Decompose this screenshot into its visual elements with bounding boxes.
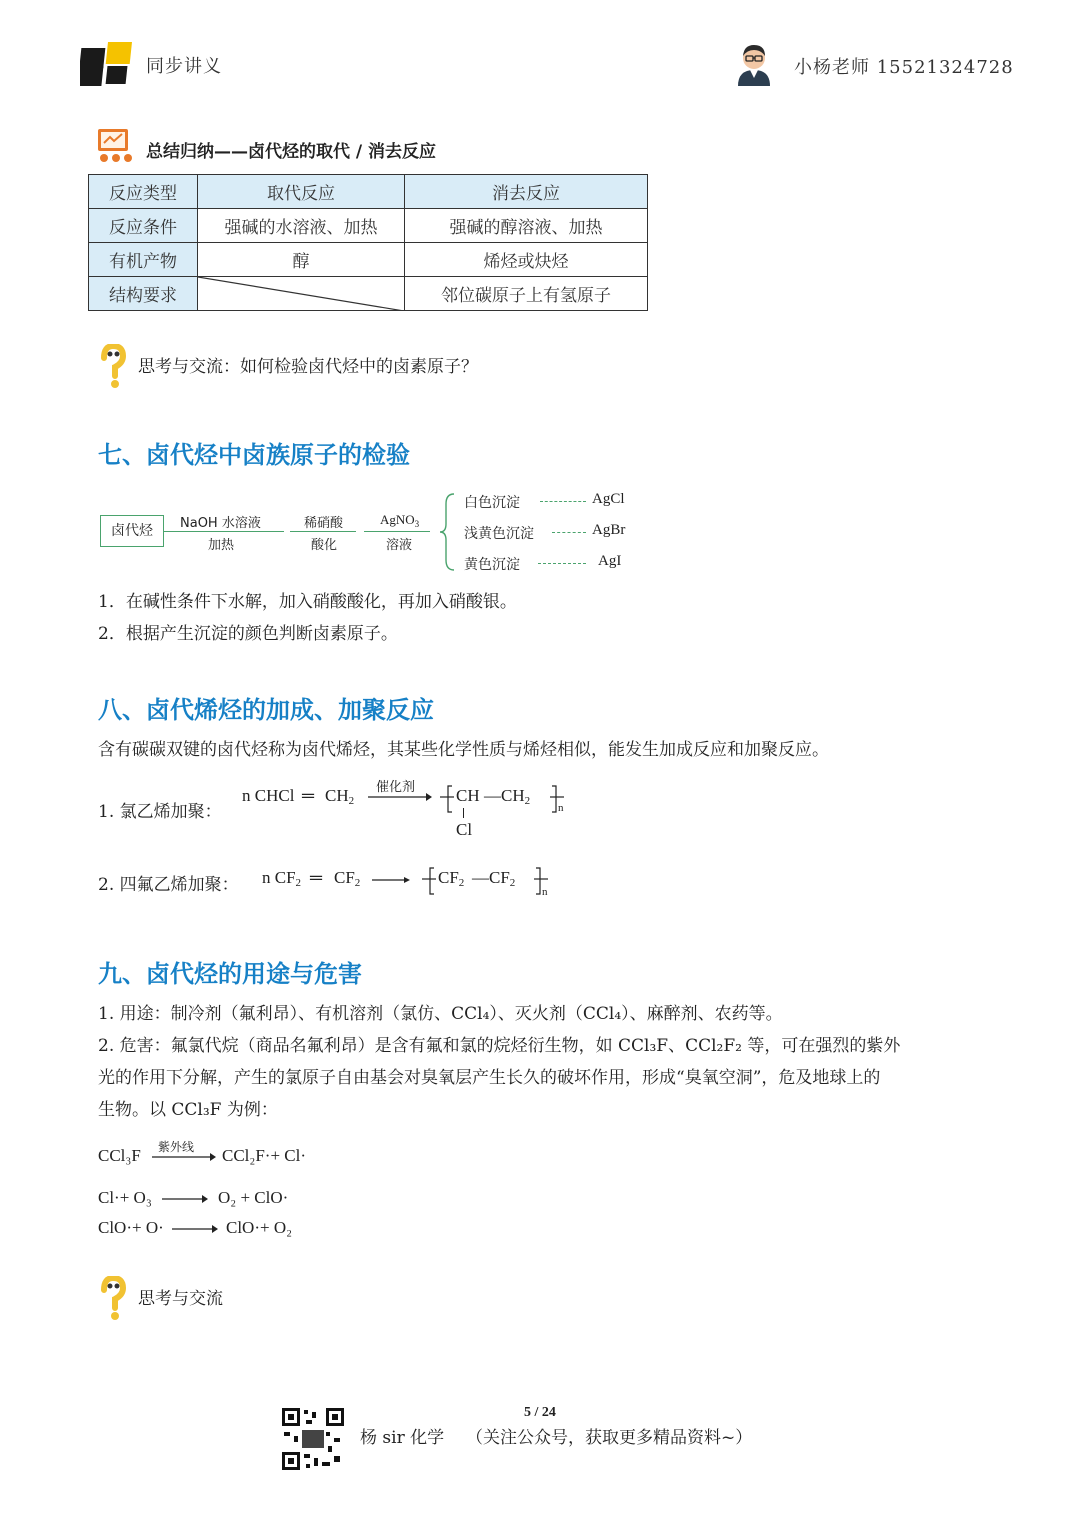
- ozone-eq-3: [98, 1216, 358, 1244]
- summary-icon: [96, 129, 136, 165]
- ozone-eq-1: [98, 1136, 358, 1172]
- reaction-2-equation: n $CF_2$ ═ $CF_2$ $CF_2$ $—CF_2$ n: [262, 868, 548, 898]
- reaction-arrow: [152, 1152, 216, 1162]
- reaction-arrow: [172, 1224, 218, 1234]
- flow-arrow: [290, 531, 356, 532]
- table-row-label: 结构要求: [89, 277, 198, 311]
- summary-table: [88, 174, 648, 311]
- table-row: [89, 175, 648, 209]
- flow-start-box: 卤代烃: [100, 515, 164, 547]
- table-row: [89, 209, 648, 243]
- flow-dash-arrow: [552, 532, 586, 533]
- flow-step-1-bottom: 加热: [208, 538, 235, 553]
- summary-title: 总结归纳——卤代烃的取代 / 消去反应: [146, 142, 437, 162]
- section-8-title: 八、卤代烯烃的加成、加聚反应: [98, 696, 434, 724]
- eq3-left: ClO·+ O·: [98, 1218, 164, 1237]
- table-cell-empty: [198, 277, 405, 311]
- flow-result-2-product: AgBr: [592, 522, 626, 538]
- table-cell: 烯烃或炔烃: [405, 243, 648, 277]
- reaction-1-label: 1. 氯乙烯加聚：: [98, 802, 222, 822]
- eq2-left: Cl·+ O₃: [98, 1188, 152, 1207]
- flow-result-2-color: 浅黄色沉淀: [464, 526, 534, 542]
- section-8-intro: 含有碳碳双键的卤代烃称为卤代烯烃，其某些化学性质与烯烃相似，能发生加成反应和加聚反应。: [98, 740, 829, 760]
- flow-arrow: [364, 531, 430, 532]
- table-cell: 强碱的水溶液、加热: [198, 209, 405, 243]
- table-header-cell: 消去反应: [405, 175, 648, 209]
- reaction-1-equation: n CHCl ═ $CH_2$ 催化剂 CH $—CH_2$ n Cl: [242, 772, 582, 842]
- flow-brace: [438, 492, 458, 572]
- reaction-arrow: [368, 792, 432, 802]
- flow-arrow: [164, 531, 284, 532]
- section-9-title: 九、卤代烃的用途与危害: [98, 960, 362, 988]
- flow-result-1-color: 白色沉淀: [464, 495, 520, 511]
- page-number: 5 / 24: [524, 1405, 556, 1420]
- ozone-eq-2: [98, 1186, 358, 1214]
- table-row: [89, 243, 648, 277]
- flow-step-3-bottom: 溶液: [386, 538, 413, 553]
- flow-step-2-top: 稀硝酸: [304, 516, 344, 531]
- flow-result-3-product: AgI: [598, 553, 622, 569]
- section-9-harm-line-3: 生物。以 CCl₃F 为例：: [98, 1100, 278, 1120]
- footer-slogan: （关注公众号，获取更多精品资料~）: [466, 1428, 753, 1448]
- header-right-label: 小杨老师 15521324728: [794, 57, 1014, 78]
- table-header-cell: 反应类型: [89, 175, 198, 209]
- table-header-cell: 取代反应: [198, 175, 405, 209]
- reaction-1-catalyst: 催化剂: [376, 780, 416, 795]
- flow-result-3-color: 黄色沉淀: [464, 557, 520, 573]
- eq1-right: CCl₂F·+ Cl·: [222, 1146, 307, 1165]
- flow-step-3-top-text: AgNO: [380, 512, 415, 527]
- section-9-use: 1. 用途：制冷剂（氟利昂）、有机溶剂（氯仿、CCl₄）、灭火剂（CCl₄）、麻醉剂、农药等。: [98, 1004, 783, 1024]
- flow-dash-arrow: [540, 501, 586, 502]
- reaction-arrow: [372, 875, 410, 885]
- think-icon: [98, 1276, 128, 1322]
- section-7-title: 七、卤代烃中卤族原子的检验: [98, 441, 410, 469]
- flow-step-3-top-sub: 3: [414, 519, 420, 529]
- reaction-arrow: [162, 1194, 208, 1204]
- table-cell: 邻位碳原子上有氢原子: [405, 277, 648, 311]
- think-question: 思考与交流：如何检验卤代烃中的卤素原子？: [138, 357, 478, 377]
- flow-step-2-bottom: 酸化: [311, 538, 338, 553]
- footer-brand: 杨 sir 化学: [360, 1428, 445, 1448]
- flow-step-3-top: [380, 512, 419, 529]
- flow-step-1-top: NaOH 水溶液: [180, 516, 261, 531]
- section-9-harm-line-2: 光的作用下分解，产生的氯原子自由基会对臭氧层产生长久的破坏作用，形成“臭氧空洞”，危及地球上的: [98, 1068, 881, 1088]
- think-icon: [98, 344, 128, 390]
- table-cell: 强碱的醇溶液、加热: [405, 209, 648, 243]
- reaction-2-label: 2. 四氟乙烯加聚：: [98, 875, 239, 895]
- eq1-left: CCl₃F: [98, 1146, 141, 1165]
- section-7-point-1: 1．在碱性条件下水解，加入硝酸酸化，再加入硝酸银。: [98, 592, 517, 612]
- test-flow-diagram: [100, 488, 660, 578]
- header-left-label: 同步讲义: [146, 56, 222, 77]
- eq2-right: O₂ + ClO·: [218, 1188, 289, 1207]
- qr-code-icon: [280, 1406, 346, 1472]
- teacher-avatar: [734, 40, 774, 86]
- eq3-right: ClO·+ O₂: [226, 1218, 293, 1237]
- table-row-label: 有机产物: [89, 243, 198, 277]
- table-cell: 醇: [198, 243, 405, 277]
- table-row-label: 反应条件: [89, 209, 198, 243]
- logo-icon: [80, 42, 136, 88]
- think-2-label: 思考与交流: [138, 1289, 223, 1309]
- eq1-condition: 紫外线: [158, 1140, 195, 1154]
- flow-dash-arrow: [538, 563, 586, 564]
- section-7-point-2: 2．根据产生沉淀的颜色判断卤素原子。: [98, 624, 398, 644]
- table-row: [89, 277, 648, 311]
- flow-result-1-product: AgCl: [592, 491, 625, 507]
- section-9-harm-line-1: 2. 危害：氟氯代烷（商品名氟利昂）是含有氟和氯的烷烃衍生物，如 CCl₃F、CCl₂F₂ 等，可在强烈的紫外: [98, 1036, 901, 1056]
